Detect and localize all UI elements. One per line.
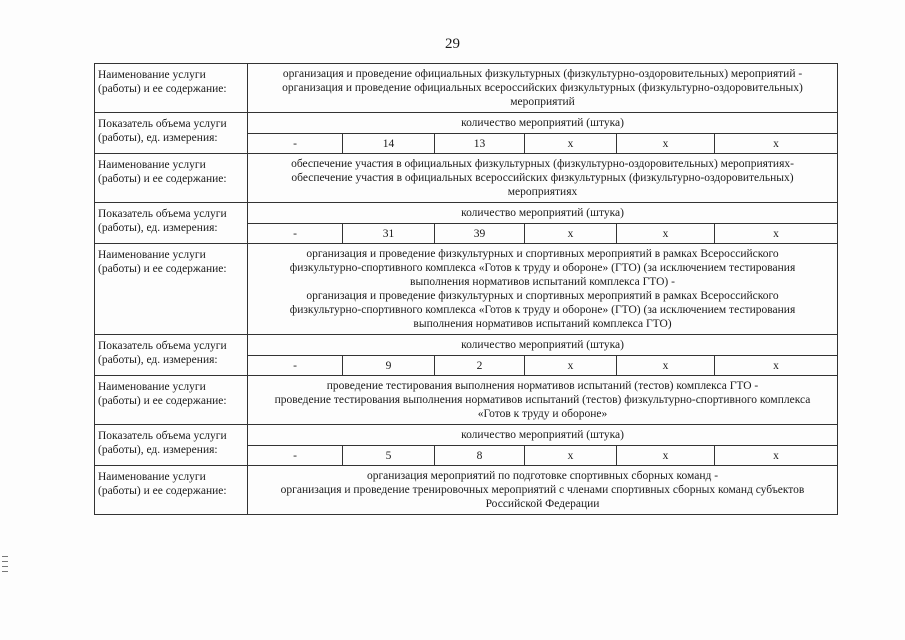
indicator-label: Показатель объема услуги (работы), ед. измерения:	[95, 425, 248, 466]
service-name-label: Наименование услуги (работы) и ее содержание:	[95, 376, 248, 425]
indicator-value-cell: 14	[343, 134, 435, 154]
indicator-value-cell: х	[617, 134, 715, 154]
indicator-label: Показатель объема услуги (работы), ед. измерения:	[95, 113, 248, 154]
indicator-value-cell: -	[248, 356, 343, 376]
indicator-value-cell: х	[525, 446, 617, 466]
service-name-row	[95, 244, 838, 335]
indicator-value-cell: х	[525, 356, 617, 376]
indicator-unit: количество мероприятий (штука)	[248, 203, 838, 224]
indicator-value-cell: х	[617, 356, 715, 376]
service-name-row	[95, 154, 838, 203]
service-description-line: мероприятий	[510, 96, 575, 108]
page-number: 29	[445, 36, 460, 52]
indicator-value-cell: 9	[343, 356, 435, 376]
service-description-line: организация мероприятий по подготовке спортивных сборных команд -	[366, 470, 719, 482]
service-description-line: организация и проведение физкультурных и спортивных мероприятий в рамках Всероссийского	[306, 290, 779, 302]
indicator-value-cell: -	[248, 224, 343, 244]
indicator-value-cell: х	[617, 224, 715, 244]
margin-marks	[2, 556, 8, 576]
indicator-unit-row	[95, 425, 838, 446]
indicator-value-cell: 5	[343, 446, 435, 466]
indicator-unit: количество мероприятий (штука)	[248, 425, 838, 446]
indicator-value-cell: 31	[343, 224, 435, 244]
indicator-unit: количество мероприятий (штука)	[248, 335, 838, 356]
service-description-line: выполнения нормативов испытаний комплекса ГТО) -	[410, 276, 675, 288]
indicator-value-cell: 39	[435, 224, 525, 244]
indicator-value-cell: 8	[435, 446, 525, 466]
service-description-line: мероприятиях	[507, 186, 578, 198]
service-description-line: физкультурно-спортивного комплекса «Готов к труду и обороне» (ГТО) (за исключением тестирования	[289, 304, 796, 316]
service-description-line: обеспечение участия в официальных всероссийских физкультурных (физкультурно-оздоровительных)	[291, 172, 794, 184]
service-description-line: проведение тестирования выполнения нормативов испытаний (тестов) комплекса ГТО -	[326, 380, 759, 392]
services-table	[94, 63, 838, 515]
service-description	[248, 466, 838, 515]
service-name-label: Наименование услуги (работы) и ее содержание:	[95, 154, 248, 203]
service-description	[248, 244, 838, 335]
indicator-value-cell: х	[715, 134, 838, 154]
service-name-row	[95, 466, 838, 515]
indicator-value-cell: -	[248, 134, 343, 154]
indicator-value-cell: 2	[435, 356, 525, 376]
service-description	[248, 376, 838, 425]
indicator-label: Показатель объема услуги (работы), ед. измерения:	[95, 335, 248, 376]
service-description	[248, 64, 838, 113]
service-description-line: организация и проведение официальных физкультурных (физкультурно-оздоровительных) мероприятий -	[282, 68, 803, 80]
service-name-row	[95, 376, 838, 425]
service-name-label: Наименование услуги (работы) и ее содержание:	[95, 244, 248, 335]
indicator-value-cell: 13	[435, 134, 525, 154]
indicator-value-cell: х	[715, 446, 838, 466]
service-name-label: Наименование услуги (работы) и ее содержание:	[95, 466, 248, 515]
service-description-line: выполнения нормативов испытаний комплекса ГТО)	[413, 318, 672, 330]
indicator-unit: количество мероприятий (штука)	[248, 113, 838, 134]
indicator-value-cell: х	[617, 446, 715, 466]
indicator-value-cell: х	[715, 224, 838, 244]
service-description	[248, 154, 838, 203]
indicator-label: Показатель объема услуги (работы), ед. измерения:	[95, 203, 248, 244]
service-description-line: «Готов к труду и обороне»	[477, 408, 608, 420]
service-description-line: организация и проведение тренировочных мероприятий с членами спортивных сборных команд субъектов	[280, 484, 805, 496]
service-description-line: проведение тестирования выполнения нормативов испытаний (тестов) физкультурно-спортивного комплекса	[274, 394, 811, 406]
service-description-line: Российской Федерации	[485, 498, 600, 510]
service-description-line: организация и проведение официальных всероссийских физкультурных (физкультурно-оздоровительных)	[282, 82, 803, 94]
indicator-unit-row	[95, 335, 838, 356]
service-name-row	[95, 64, 838, 113]
service-description-line: организация и проведение физкультурных и спортивных мероприятий в рамках Всероссийского	[306, 248, 779, 260]
indicator-value-cell: х	[715, 356, 838, 376]
service-description-line: обеспечение участия в официальных физкультурных (физкультурно-оздоровительных) мероприятиях-	[291, 158, 794, 170]
indicator-value-cell: -	[248, 446, 343, 466]
indicator-unit-row	[95, 113, 838, 134]
indicator-value-cell: х	[525, 224, 617, 244]
service-name-label: Наименование услуги (работы) и ее содержание:	[95, 64, 248, 113]
service-description-line: физкультурно-спортивного комплекса «Готов к труду и обороне» (ГТО) (за исключением тестирования	[289, 262, 796, 274]
indicator-value-cell: х	[525, 134, 617, 154]
indicator-unit-row	[95, 203, 838, 224]
